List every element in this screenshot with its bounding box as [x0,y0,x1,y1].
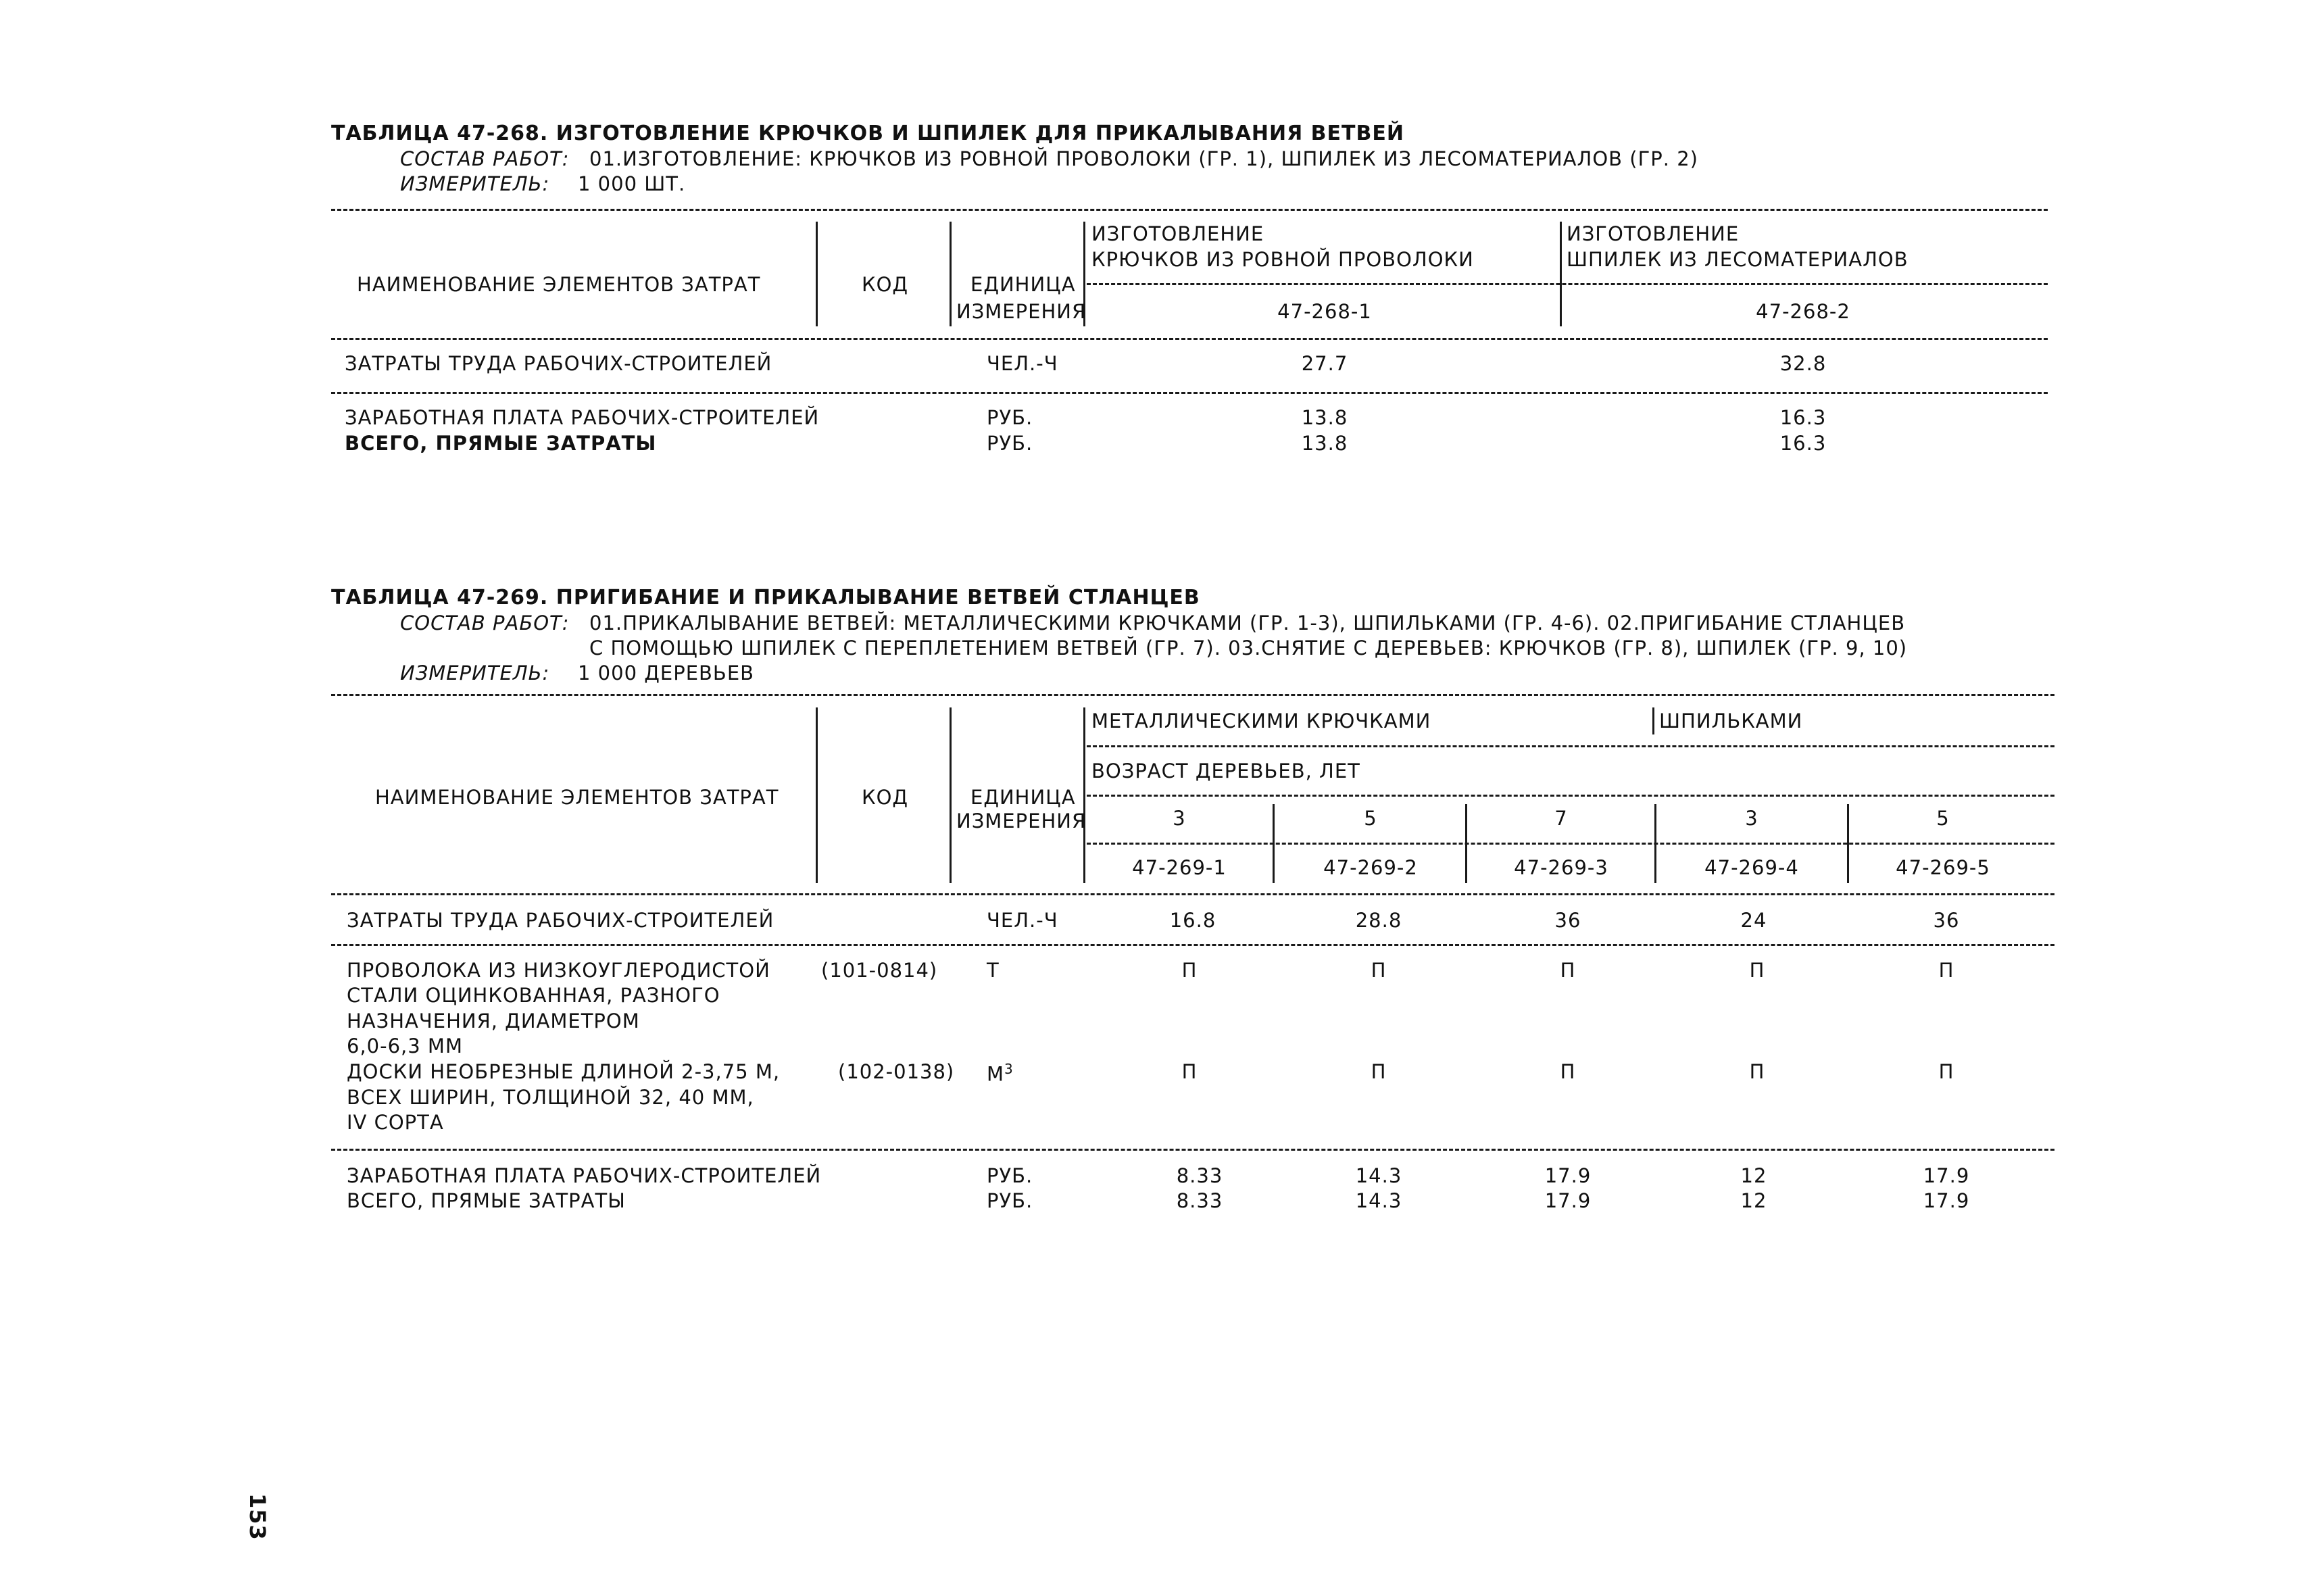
table2-title: ТАБЛИЦА 47-269. ПРИГИБАНИЕ И ПРИКАЛЫВАНИЕ ВЕТВЕЙ СТЛАНЦЕВ [331,586,1200,609]
table1-row-total-v1: 13.8 [1301,432,1348,455]
table2-material1-name: 6,0-6,3 ММ [347,1034,463,1057]
table2-material2-name: IV СОРТА [347,1111,444,1134]
table2-total-value: 12 [1740,1189,1767,1212]
table2-age: 5 [1936,807,1950,830]
table2-total-value: 17.9 [1923,1189,1970,1212]
table2-wage-value: 8.33 [1176,1164,1223,1187]
table1-work-label: СОСТАВ РАБОТ: [400,147,570,170]
table2-top-rule [331,694,2054,696]
table1-work-text: 01.ИЗГОТОВЛЕНИЕ: КРЮЧКОВ ИЗ РОВНОЙ ПРОВОЛОКИ (ГР. 1), ШПИЛЕК ИЗ ЛЕСОМАТЕРИАЛОВ (ГР. 2) [589,147,1698,170]
table2-material2-value: П [1749,1060,1765,1083]
table2-wage-name: ЗАРАБОТНАЯ ПЛАТА РАБОЧИХ-СТРОИТЕЛЕЙ [347,1164,822,1187]
table1-col2-header-2: ШПИЛЕК ИЗ ЛЕСОМАТЕРИАЛОВ [1567,248,1909,271]
table2-measure-text: 1 000 ДЕРЕВЬЕВ [578,662,755,684]
table1-row-labor-unit: ЧЕЛ.-Ч [987,352,1058,375]
table1-col2-code: 47-268-2 [1756,300,1850,323]
table2-labor-value: 28.8 [1355,909,1402,932]
table2-material2-value: П [1560,1060,1576,1083]
table1-col1-header-2: КРЮЧКОВ ИЗ РОВНОЙ ПРОВОЛОКИ [1091,248,1474,271]
table2-group-hooks: МЕТАЛЛИЧЕСКИМИ КРЮЧКАМИ [1091,709,1431,732]
table2-measure-label: ИЗМЕРИТЕЛЬ: [400,662,550,684]
table2-material2-value: П [1181,1060,1198,1083]
table2-labor-value: 36 [1933,909,1960,932]
table2-header-rule [1087,843,2054,845]
table2-material1-code: (101-0814) [821,959,938,982]
table1-measure-text: 1 000 ШТ. [578,172,686,195]
table2-material1-name: ПРОВОЛОКА ИЗ НИЗКОУГЛЕРОДИСТОЙ [347,959,770,982]
table2-total-value: 17.9 [1544,1189,1592,1212]
table2-age: 3 [1173,807,1186,830]
table1-row-total-v2: 16.3 [1779,432,1827,455]
table2-material1-name: СТАЛИ ОЦИНКОВАННАЯ, РАЗНОГО [347,984,720,1007]
table1-vline [816,222,818,326]
table2-header-rule [1087,795,2054,797]
table2-work-line2: С ПОМОЩЬЮ ШПИЛЕК С ПЕРЕПЛЕТЕНИЕМ ВЕТВЕЙ (ГР. 7). 03.СНЯТИЕ С ДЕРЕВЬЕВ: КРЮЧКОВ (ГР. 8), ШПИЛЕК (ГР. 9, 10) [589,637,1908,659]
table2-total-value: 14.3 [1355,1189,1402,1212]
table1-col1-code: 47-268-1 [1277,300,1372,323]
table2-code: 47-269-3 [1514,856,1608,879]
table2-code: 47-269-4 [1704,856,1799,879]
table1-row-wage-v2: 16.3 [1779,406,1827,429]
table1-row-wage-name: ЗАРАБОТНАЯ ПЛАТА РАБОЧИХ-СТРОИТЕЛЕЙ [345,406,820,429]
table2-wage-unit: РУБ. [987,1164,1033,1187]
table2-material2-code: (102-0138) [838,1060,955,1083]
table2-header-bottom-rule [331,893,2054,895]
table2-total-name: ВСЕГО, ПРЯМЫЕ ЗАТРАТЫ [347,1189,626,1212]
table2-wage-value: 17.9 [1923,1164,1970,1187]
table2-material2-unit: $М^3$ [987,1061,1014,1086]
table2-vline [816,707,818,883]
table1-vline [1560,222,1562,326]
table2-material1-unit: Т [987,959,1000,982]
table1-row-labor-v1: 27.7 [1301,352,1348,375]
table2-labor-value: 36 [1554,909,1581,932]
table2-header-code: КОД [862,786,909,809]
table1-header-name: НАИМЕНОВАНИЕ ЭЛЕМЕНТОВ ЗАТРАТ [357,273,761,296]
page-number: 153 [245,1493,270,1541]
table1-header-rule [1087,283,2048,285]
table1-row-wage-unit: РУБ. [987,406,1033,429]
table2-age: 7 [1554,807,1568,830]
table1-col2-header: ИЗГОТОВЛЕНИЕ [1567,222,1740,245]
table2-age: 5 [1364,807,1377,830]
table1-measure-label: ИЗМЕРИТЕЛЬ: [400,172,550,195]
table2-header-unit-2: ИЗМЕРЕНИЯ [956,809,1087,832]
table2-code: 47-269-1 [1132,856,1227,879]
table2-material1-value: П [1938,959,1954,982]
table2-wage-value: 14.3 [1355,1164,1402,1187]
table1-header-unit-2: ИЗМЕРЕНИЯ [956,300,1087,323]
table2-total-value: 8.33 [1176,1189,1223,1212]
table2-age: 3 [1745,807,1758,830]
table1-row-wage-v1: 13.8 [1301,406,1348,429]
unit-superscript: 3 [1004,1061,1014,1077]
table2-row-rule [331,1149,2054,1151]
table2-labor-value: 24 [1740,909,1767,932]
table2-material1-value: П [1560,959,1576,982]
table1-header-bottom-rule [331,338,2048,340]
table1-row-labor-name: ЗАТРАТЫ ТРУДА РАБОЧИХ-СТРОИТЕЛЕЙ [345,352,772,375]
table1-header-unit: ЕДИНИЦА [970,273,1076,296]
table2-header-name: НАИМЕНОВАНИЕ ЭЛЕМЕНТОВ ЗАТРАТ [375,786,779,809]
table2-total-unit: РУБ. [987,1189,1033,1212]
table2-material2-name: ДОСКИ НЕОБРЕЗНЫЕ ДЛИНОЙ 2-3,75 М, [347,1060,781,1083]
table1-header-code: КОД [862,273,909,296]
table2-group-pins: ШПИЛЬКАМИ [1659,709,1803,732]
table1-title: ТАБЛИЦА 47-268. ИЗГОТОВЛЕНИЕ КРЮЧКОВ И ШПИЛЕК ДЛЯ ПРИКАЛЫВАНИЯ ВЕТВЕЙ [331,122,1404,145]
table2-material1-value: П [1749,959,1765,982]
table2-code: 47-269-2 [1323,856,1418,879]
table2-code: 47-269-5 [1896,856,1990,879]
table2-material2-value: П [1371,1060,1387,1083]
table2-labor-unit: ЧЕЛ.-Ч [987,909,1058,932]
table2-labor-value: 16.8 [1169,909,1216,932]
table2-wage-value: 12 [1740,1164,1767,1187]
table2-material2-name: ВСЕХ ШИРИН, ТОЛЩИНОЙ 32, 40 ММ, [347,1086,754,1109]
table2-material1-value: П [1371,959,1387,982]
table2-row-rule [331,944,2054,946]
table1-row-total-unit: РУБ. [987,432,1033,455]
table2-header-rule [1087,745,2054,747]
table2-work-line1: 01.ПРИКАЛЫВАНИЕ ВЕТВЕЙ: МЕТАЛЛИЧЕСКИМИ КРЮЧКАМИ (ГР. 1-3), ШПИЛЬКАМИ (ГР. 4-6). 02.ПРИГИБАНИЕ СТЛАНЦЕВ [589,612,1906,634]
table1-col1-header: ИЗГОТОВЛЕНИЕ [1091,222,1264,245]
table2-material1-value: П [1181,959,1198,982]
table2-vline [1083,707,1085,883]
table2-vline [950,707,952,883]
table2-work-label: СОСТАВ РАБОТ: [400,612,570,634]
table2-header-unit: ЕДИНИЦА [970,786,1076,809]
table2-material1-name: НАЗНАЧЕНИЯ, ДИАМЕТРОМ [347,1009,640,1032]
table1-row-total-name: ВСЕГО, ПРЯМЫЕ ЗАТРАТЫ [345,432,657,455]
table1-vline [950,222,952,326]
table2-age-header: ВОЗРАСТ ДЕРЕВЬЕВ, ЛЕТ [1091,759,1360,782]
table2-material2-value: П [1938,1060,1954,1083]
table1-row-labor-v2: 32.8 [1779,352,1827,375]
table2-wage-value: 17.9 [1544,1164,1592,1187]
table1-row-rule [331,392,2048,394]
table1-top-rule [331,209,2048,211]
table2-vline [1652,707,1654,734]
table2-labor-name: ЗАТРАТЫ ТРУДА РАБОЧИХ-СТРОИТЕЛЕЙ [347,909,774,932]
